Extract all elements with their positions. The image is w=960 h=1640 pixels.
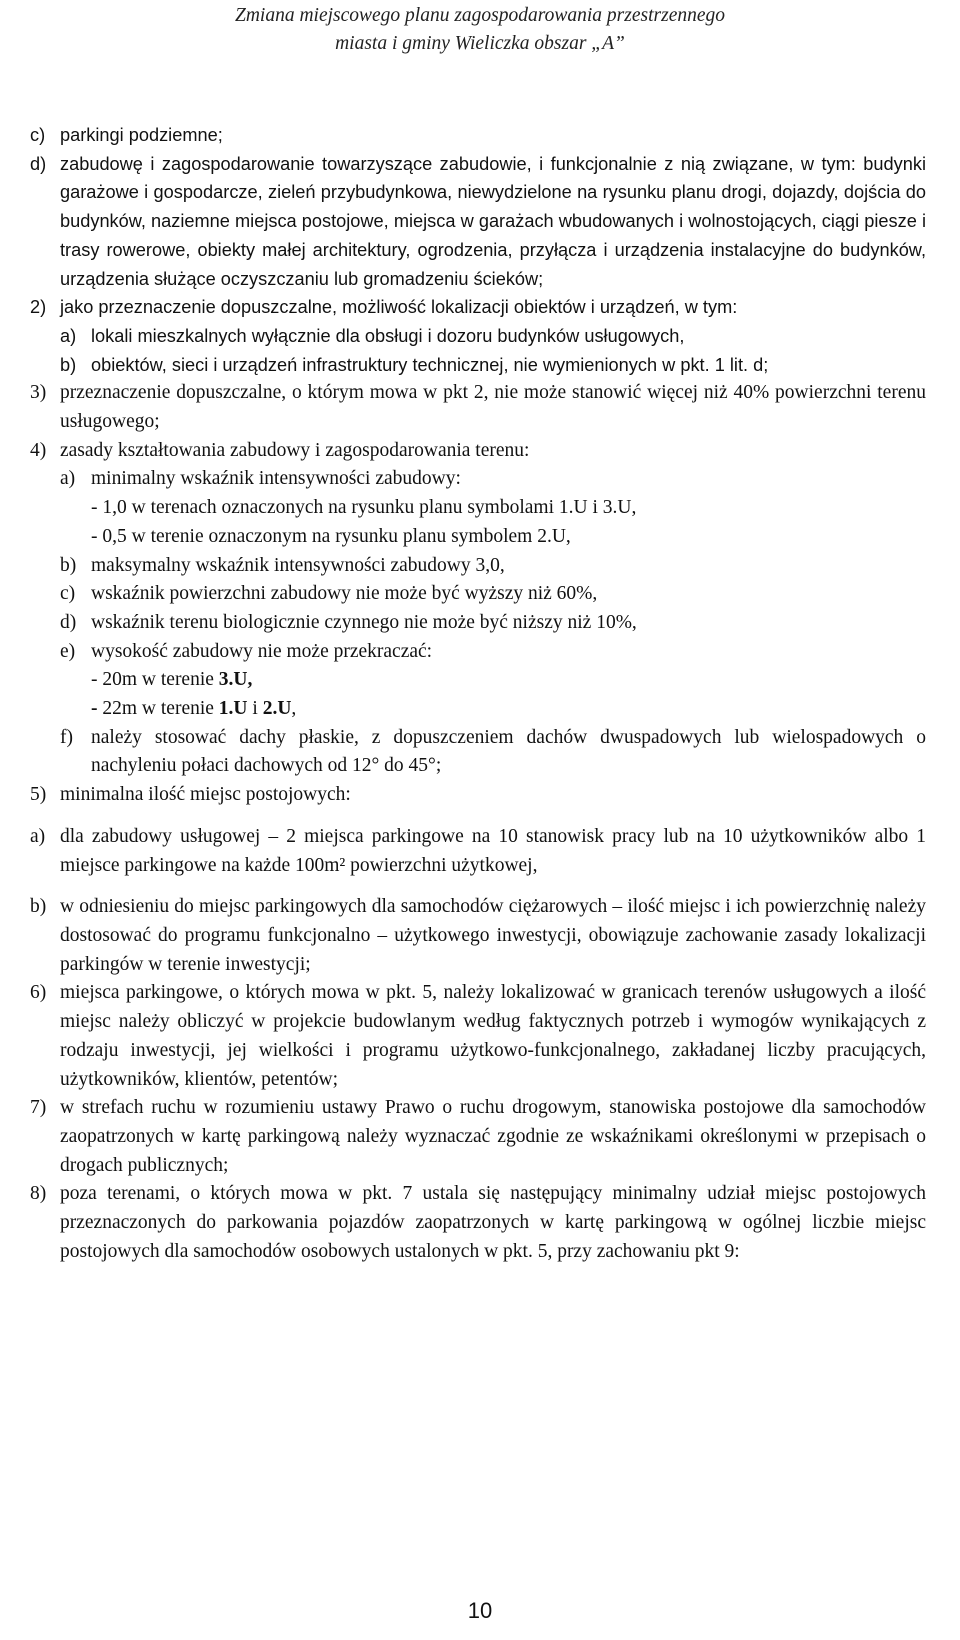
list-item-4d: d) wskaźnik terenu biologicznie czynnego nie może być niższy niż 10%, — [60, 611, 637, 633]
list-item-4b: b) maksymalny wskaźnik intensywności zabudowy 3,0, — [60, 554, 505, 576]
list-item-4a: a) minimalny wskaźnik intensywności zabudowy: — [60, 468, 461, 490]
list-item-5: 5) minimalna ilość miejsc postojowych: — [30, 784, 351, 806]
dash-item-4a-2: - 0,5 w terenie oznaczonym na rysunku planu symbolem 2.U, — [91, 525, 571, 547]
spacer — [30, 810, 926, 823]
list-item-d: d) zabudowę i zagospodarowanie towarzyszące zabudowie, i funkcjonalnie z nią związane, w tym: budynki garażowe i gospodarcze, zieleń przybudynkowa, niewydzielone na rysunku planu drogi, dojazdy, dojścia do budynków, naziemne miejsca postojowe, miejsca w garażach wbudowanych i wolnostojących, ciągi piesze i trasy rowerowe, obiekty małej architektury, ogrodzenia, przyłącza i urządzenia instalacyjne do budynków, urządzenia służące oczyszczaniu lub gromadzeniu ścieków; — [30, 153, 926, 289]
list-item-3: 3) przeznaczenie dopuszczalne, o którym mowa w pkt 2, nie może stanowić więcej niż 40% powierzchni terenu usługowego; — [30, 382, 926, 433]
sans-section — [30, 121, 926, 379]
dash-item-4a-1: - 1,0 w terenach oznaczonych na rysunku planu symbolami 1.U i 3.U, — [91, 497, 637, 519]
header-line-1: Zmiana miejscowego planu zagospodarowania przestrzennego — [234, 5, 726, 26]
list-item-8: 8) poza terenami, o których mowa w pkt. 7 ustala się następujący minimalny udział miejsc postojowych przeznaczonych do parkowania pojazdów zaopatrzonych w kartę parkingową w ogólnej liczbie miejsc postojowych dla samochodów osobowych ustalonych w pkt. 5, przy zachowaniu pkt 9: — [30, 1183, 926, 1262]
list-item-c: c) parkingi podziemne; — [30, 125, 223, 145]
list-item-2: 2) jako przeznaczenie dopuszczalne, możliwość lokalizacji obiektów i urządzeń, w tym: — [30, 297, 738, 318]
list-item-4e: e) wysokość zabudowy nie może przekraczać: — [60, 640, 433, 662]
list-item-4: 4) zasady kształtowania zabudowy i zagospodarowania terenu: — [30, 439, 530, 461]
list-item-4c: c) wskaźnik powierzchni zabudowy nie może być wyższy niż 60%, — [60, 583, 598, 605]
list-item-6: 6) miejsca parkingowe, o których mowa w pkt. 5, należy lokalizować w granicach terenów usługowych a ilość miejsc należy obliczyć w projekcie budowlanym według faktycznych potrzeb i wymogów wynikających z rodzaju inwestycji, jej wielkości i programu użytkowo-funkcjonalnego, zakładanej liczby pracujących, użytkowników, klientów, petentów; — [30, 982, 926, 1090]
list-item-7: 7) w strefach ruchu w rozumieniu ustawy Prawo o ruchu drogowym, stanowiska postojowe dla samochodów zaopatrzonych w kartę parkingową należy wyznaczać zgodnie ze wskaźnikami określonymi w przepisach o drogach publicznych; — [30, 1097, 926, 1176]
document-body — [30, 121, 926, 1266]
list-item-4f: f) należy stosować dachy płaskie, z dopuszczeniem dachów dwuspadowych lub wielospadowych o nachyleniu połaci dachowych od 12° do 45°; — [60, 726, 926, 777]
header-line-2: miasta i gminy Wieliczka obszar „A” — [335, 33, 625, 54]
list-item-2b: b) obiektów, sieci i urządzeń infrastruktury technicznej, nie wymienionych w pkt. 1 lit. d; — [60, 354, 769, 375]
running-header — [0, 2, 960, 58]
dash-item-4e-2: - 22m w terenie 1.U i 2.U, — [91, 698, 297, 720]
dash-item-4e-1: - 20m w terenie 3.U, — [91, 669, 253, 691]
spacer — [30, 880, 926, 893]
page-number: 10 — [467, 1598, 493, 1623]
list-item-5a: a) dla zabudowy usługowej – 2 miejsca parkingowe na 10 stanowisk pracy lub na 10 użytkowników albo 1 miejsce parkingowe na każde 100m² powierzchni użytkowej, — [30, 825, 926, 876]
list-item-5b: b) w odniesieniu do miejsc parkingowych dla samochodów ciężarowych – ilość miejsc i ich powierzchnię należy dostosować do programu funkcjonalno – użytkowego inwestycji, obowiązuje zachowanie zasady lokalizacji parkingów w terenie inwestycji; — [30, 896, 926, 975]
list-item-2a: a) lokali mieszkalnych wyłącznie dla obsługi i dozoru budynków usługowych, — [60, 325, 685, 346]
